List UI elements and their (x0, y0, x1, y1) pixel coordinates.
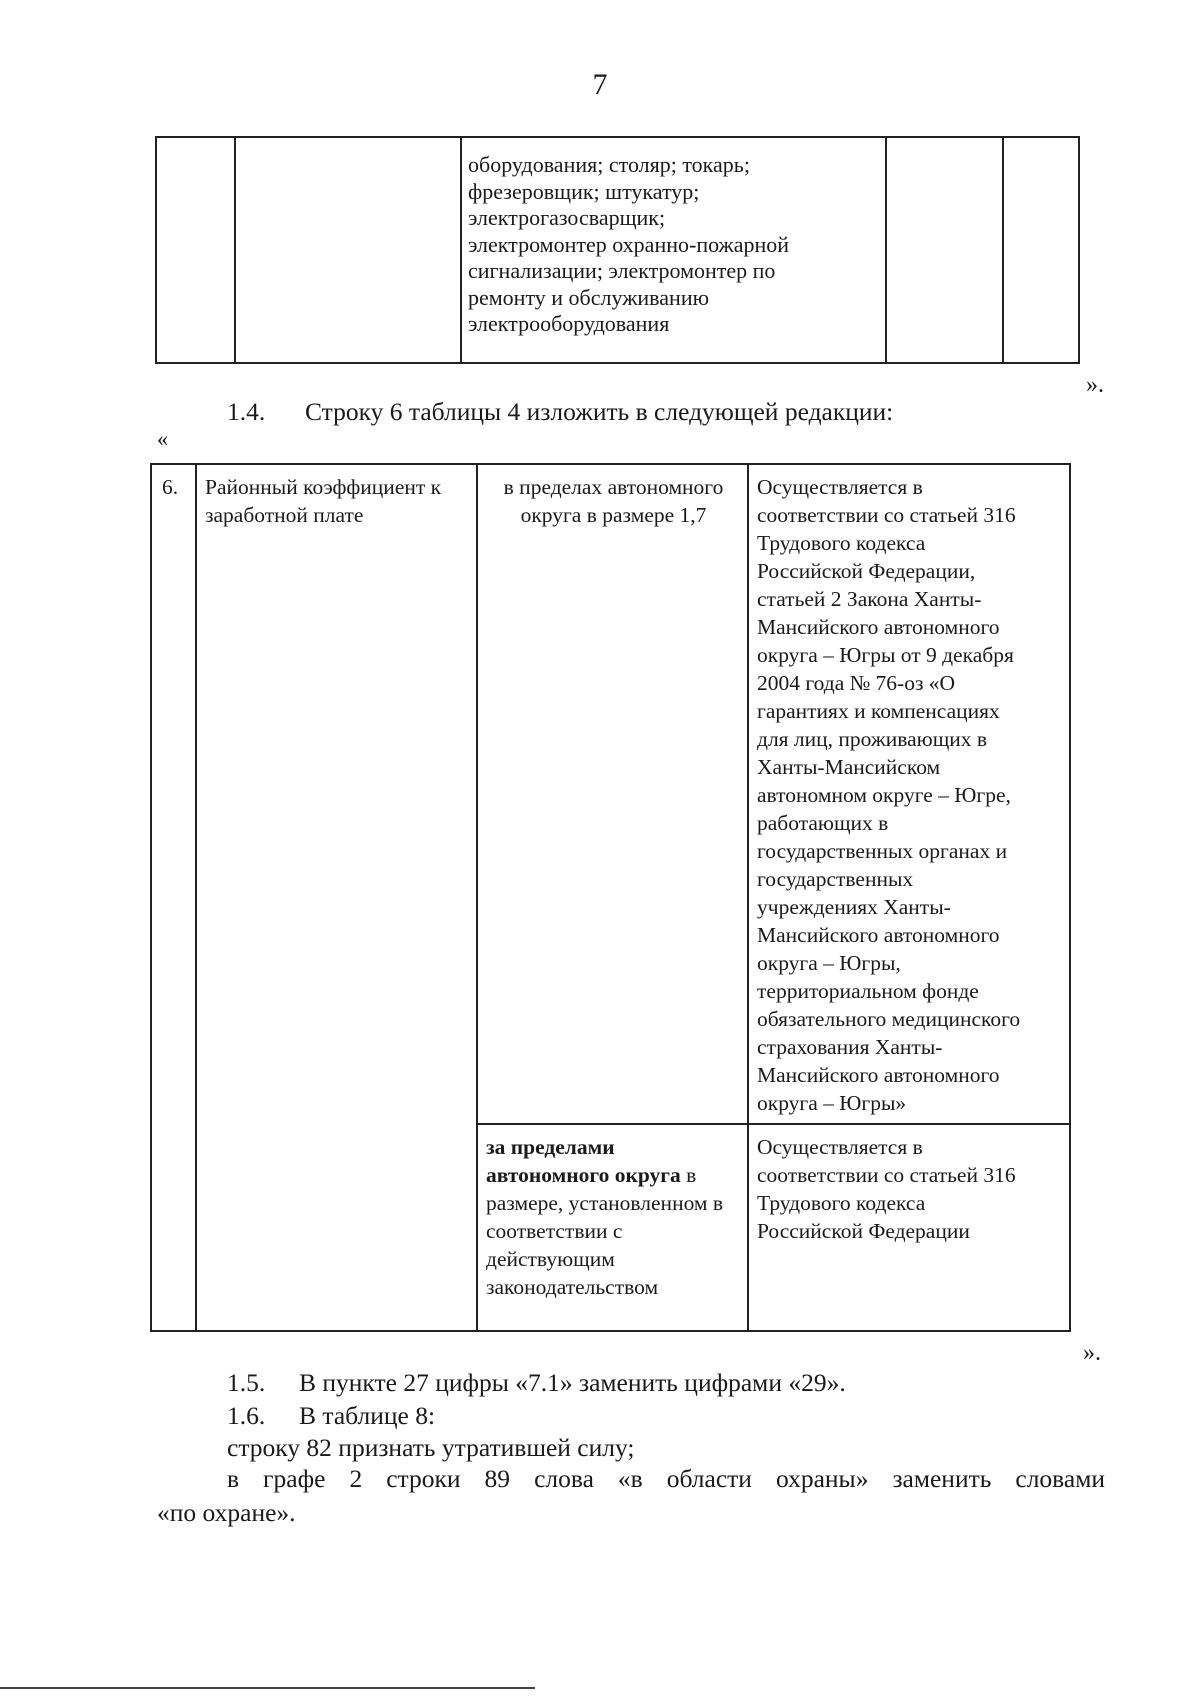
text-line: округа – Югры» (757, 1091, 907, 1115)
condition-rest: в размере, установленном в соответствии с действующим законодательством (486, 1163, 724, 1299)
text-line: статьей 2 Закона Ханты- (757, 587, 982, 611)
table-cell-empty (156, 137, 235, 363)
text-line: государственных органах и (757, 839, 1008, 863)
text-line: для лиц, проживающих в (757, 727, 988, 751)
text-line: оборудования; столяр; токарь; (468, 152, 750, 177)
table-row (151, 464, 1070, 1124)
text-line: электромонтер охранно-пожарной (468, 231, 790, 257)
text-line: страхования Ханты- (757, 1035, 943, 1059)
text-line: учреждениях Ханты- (757, 895, 951, 919)
scan-edge-line (0, 1687, 535, 1689)
basis-cell (748, 1124, 1070, 1331)
item-1-6 (227, 1400, 435, 1432)
text-line: Российской Федерации, (757, 559, 976, 583)
text-line: Ханты-Мансийском (757, 755, 941, 779)
text-line: фрезеровщик; штукатур; (468, 178, 700, 204)
row-number-cell (151, 464, 196, 1331)
text-line: электрооборудования (468, 311, 670, 336)
condition-cell (477, 464, 748, 1124)
text-line: электрогазосварщик; (468, 205, 666, 230)
basis-cell (748, 464, 1070, 1124)
text-line: 2004 года № 76-оз «О (757, 671, 956, 695)
text-line: обязательного медицинского (757, 1007, 1021, 1031)
opening-quote: « (157, 426, 168, 451)
allowance-name-cell (196, 464, 477, 1331)
text-line: Мансийского автономного (757, 1063, 1000, 1087)
item-1-5 (227, 1367, 846, 1399)
text-line: автономном округе – Югре, (757, 783, 1011, 807)
line-89-end: «по охране». (157, 1498, 296, 1527)
closing-quote: ». (1083, 1340, 1101, 1366)
text-line: Мансийского автономного (757, 923, 1000, 947)
table-cell-empty (235, 137, 461, 363)
table-cell-empty (1003, 137, 1079, 363)
text-line: Трудового кодекса (757, 531, 926, 555)
text-line: работающих в (757, 811, 889, 835)
row-number: 6. (162, 475, 179, 499)
item-number: 1.4. (227, 397, 266, 426)
text-line: округа – Югры от 9 декабря (757, 643, 1014, 667)
condition-bold: за пределами автономного округа (486, 1135, 681, 1187)
page-number: 7 (592, 68, 608, 101)
text-line: Осуществляется в (757, 475, 923, 499)
item-1-4 (227, 396, 893, 428)
text-line: гарантиях и компенсациях (757, 699, 1000, 723)
condition-cell (477, 1124, 748, 1331)
item-number: 1.6. (227, 1401, 266, 1430)
text-line: Российской Федерации (757, 1219, 970, 1243)
text-line: территориальном фонде (757, 979, 979, 1003)
item-text: В пункте 27 цифры «7.1» заменить цифрами «29». (299, 1368, 846, 1397)
text-line: Осуществляется в (757, 1135, 923, 1159)
table-continuation (155, 136, 1080, 364)
text-line: сигнализации; электромонтер по (468, 258, 776, 283)
condition-text: в пределах автономного округа в размере 1,7 (503, 475, 724, 527)
item-text: Строку 6 таблицы 4 изложить в следующей редакции: (305, 397, 894, 426)
item-text: В таблице 8: (299, 1401, 436, 1430)
text-line: ремонту и обслуживанию (468, 284, 710, 310)
text-line: государственных (757, 867, 914, 891)
text-line: соответствии со статьей 316 (757, 1163, 1016, 1187)
table-row-6 (150, 463, 1071, 1332)
item-number: 1.5. (227, 1368, 266, 1397)
closing-quote: ». (1086, 372, 1104, 398)
text-line: округа – Югры, (757, 951, 901, 975)
text-line: соответствии со статьей 316 (757, 503, 1016, 527)
text-line: Трудового кодекса (757, 1191, 926, 1215)
line-82: строку 82 признать утратившей силу; (227, 1433, 635, 1462)
text-line: Мансийского автономного (757, 615, 1000, 639)
table-cell-professions (461, 137, 886, 363)
table-row (156, 137, 1079, 363)
allowance-name: Районный коэффициент к заработной плате (205, 475, 442, 527)
line-89-start: в графе 2 строки 89 слова «в области охраны» заменить словами (227, 1464, 1105, 1493)
table-cell-empty (886, 137, 1003, 363)
